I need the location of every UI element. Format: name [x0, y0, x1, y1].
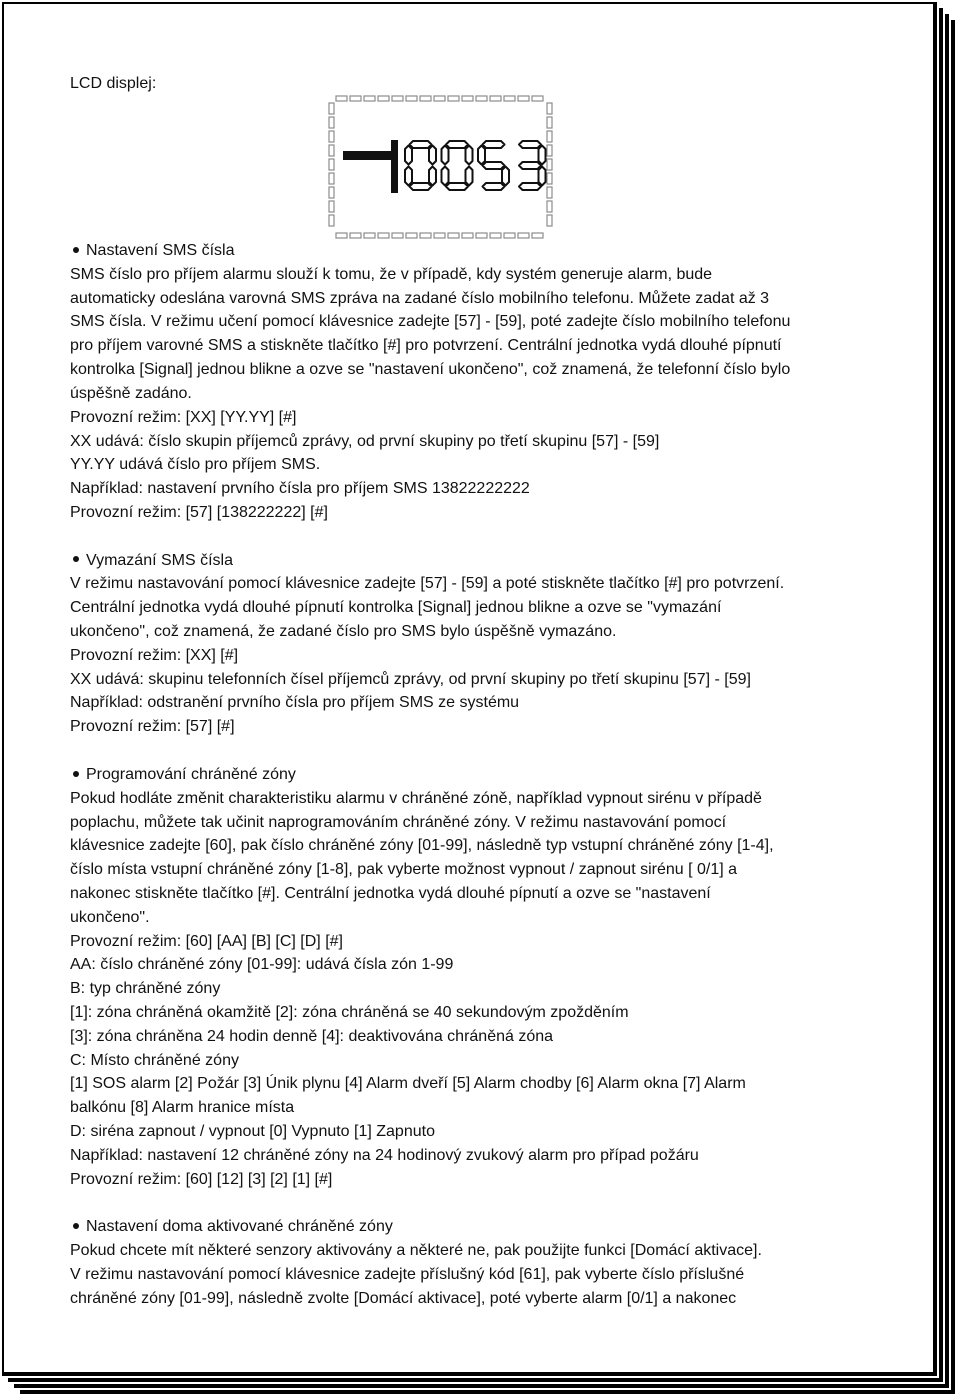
text-line: SMS číslo pro příjem alarmu slouží k tomu, že v případě, kdy systém generuje alarm, bude: [70, 265, 713, 283]
lcd-frame-dash: [547, 215, 552, 226]
lcd-frame-dash: [462, 96, 473, 101]
lcd-frame-dash: [378, 233, 389, 238]
lcd-frame-dash: [336, 96, 347, 101]
lcd-frame-dash: [547, 145, 552, 156]
section-sms-setup: [70, 239, 790, 525]
bullet-icon: [73, 1223, 79, 1229]
lcd-frame-dash: [378, 96, 389, 101]
text-line: poplachu, můžete tak učinit naprogramováním chráněné zóny. V režimu nastavování pomocí: [70, 813, 727, 831]
lcd-frame-dash: [350, 233, 361, 238]
lcd-frame-dash: [329, 159, 334, 170]
section-heading: [70, 1215, 393, 1239]
text-line: Například: odstranění prvního čísla pro příjem SMS ze systému: [70, 694, 520, 712]
text-line: nakonec stiskněte tlačítko [#]. Centrální jednotka vydá dlouhé pípnutí a ozve se "nastavení: [70, 884, 711, 902]
text-line: Provozní režim: [60] [AA] [B] [C] [D] [#]: [70, 932, 343, 950]
lcd-digit-segment: [405, 167, 412, 186]
lcd-frame-dash: [434, 233, 445, 238]
lcd-frame-dash: [329, 201, 334, 212]
text-line: AA: číslo chráněné zóny [01-99]: udává čísla zón 1-99: [70, 956, 454, 974]
text-line: V režimu nastavování pomocí klávesnice zadejte příslušný kód [61], pak vyberte číslo příslušné: [70, 1265, 745, 1283]
lcd-digit-segment: [442, 146, 449, 165]
text-line: Provozní režim: [XX] [YY.YY] [#]: [70, 408, 297, 426]
text-line: balkónu [8] Alarm hranice místa: [70, 1099, 295, 1117]
lcd-frame-dash: [547, 117, 552, 128]
lcd-digit-segment: [405, 146, 412, 165]
lcd-digit: [442, 141, 473, 190]
bullet-icon: [73, 771, 79, 777]
lcd-frame-dash: [476, 96, 487, 101]
section-title: Nastavení SMS čísla: [86, 242, 235, 259]
lcd-frame-dash: [448, 233, 459, 238]
text-line: Provozní režim: [60] [12] [3] [2] [1] [#]: [70, 1170, 333, 1188]
lcd-frame-dash: [547, 187, 552, 198]
text-line: Pokud hodláte změnit charakteristiku alarmu v chráněné zóně, například vypnout sirénu v případě: [70, 789, 762, 807]
lcd-frame-dash: [329, 145, 334, 156]
lcd-frame-dash: [364, 233, 375, 238]
lcd-frame-dash: [392, 233, 403, 238]
text-line: C: Místo chráněné zóny: [70, 1051, 239, 1069]
text-line: ukončeno", což znamená, že zadané číslo pro SMS bylo úspěšně vymazáno.: [70, 623, 617, 640]
lcd-frame-dash: [329, 173, 334, 184]
text-line: úspěšně zadáno.: [70, 384, 192, 402]
lcd-frame-dash: [420, 233, 431, 238]
text-line: YY.YY udává číslo pro příjem SMS.: [70, 456, 321, 474]
lcd-digit-segment: [519, 162, 541, 169]
lcd-digit-segment: [483, 141, 505, 148]
lcd-frame-dash: [547, 173, 552, 184]
lcd-digit-segment: [519, 183, 541, 190]
lcd-digit: [478, 141, 509, 190]
lcd-frame-dash: [329, 187, 334, 198]
lcd-frame-dash: [392, 96, 403, 101]
lcd-digit-segment: [410, 141, 432, 148]
text-line: pro příjem varovné SMS a stiskněte tlačítko [#] pro potvrzení. Centrální jednotka vydá dlouhé pípnutí: [70, 337, 782, 355]
lcd-frame-dash: [364, 96, 375, 101]
text-line: kontrolka [Signal] jednou blikne a ozve se "nastavení ukončeno", což znamená, že telefonní číslo bylo: [70, 361, 791, 379]
text-line: B: typ chráněné zóny: [70, 980, 221, 998]
lcd-frame-dash: [532, 96, 543, 101]
text-line: klávesnice zadejte [60], pak číslo chráněné zóny [01-99], následně typ vstupní chráněné zóny [1-4],: [70, 837, 774, 855]
text-line: SMS čísla. V režimu učení pomocí klávesnice zadejte [57] - [59], poté zadejte číslo mobilního telefonu: [70, 313, 791, 331]
lcd-frame-dash: [350, 96, 361, 101]
section-home-activation: [70, 1215, 790, 1310]
lcd-digit-segment: [502, 167, 509, 186]
lcd-frame: [329, 96, 552, 238]
lcd-digit-segment: [429, 146, 436, 165]
lcd-frame-dash: [547, 131, 552, 142]
lcd-digit: [519, 141, 546, 190]
lcd-heading: LCD displej:: [70, 75, 157, 92]
text-line: V režimu nastavování pomocí klávesnice zadejte [57] - [59] a poté stiskněte tlačítko [#] pro potvrzení.: [70, 575, 785, 593]
section-title: Programování chráněné zóny: [86, 765, 296, 783]
lcd-frame-dash: [490, 96, 501, 101]
lcd-divider-bar: [391, 140, 398, 193]
text-line: automaticky odeslána varovná SMS zpráva na zadané číslo mobilního telefonu. Můžete zadat až 3: [70, 289, 770, 307]
text-line: chráněné zóny [01-99], následně zvolte [Domácí aktivace], poté vyberte alarm [0/1] a nakonec: [70, 1289, 737, 1307]
lcd-frame-dash: [504, 233, 515, 238]
lcd-frame-dash: [490, 233, 501, 238]
lcd-digit-segment: [446, 183, 468, 190]
lcd-digit: [405, 141, 436, 190]
lcd-digit-segment: [429, 167, 436, 186]
lcd-digits: [405, 141, 546, 190]
text-line: Provozní režim: [57] [#]: [70, 718, 235, 736]
lcd-digit-segment: [519, 141, 541, 148]
text-line: Provozní režim: [57] [138222222] [#]: [70, 503, 328, 521]
bullet-icon: [73, 247, 79, 253]
text-line: [1] SOS alarm [2] Požár [3] Únik plynu [4] Alarm dveří [5] Alarm chodby [6] Alarm okna [7] Alarm: [70, 1075, 746, 1093]
lcd-digit-segment: [442, 167, 449, 186]
document-body: [70, 239, 790, 1311]
lcd-frame-dash: [462, 233, 473, 238]
lcd-digit-segment: [539, 146, 546, 165]
lcd-digit-segment: [483, 162, 505, 169]
lcd-frame-dash: [547, 201, 552, 212]
lcd-digit-segment: [478, 146, 485, 165]
text-line: [1]: zóna chráněná okamžitě [2]: zóna chráněná se 40 sekundovým zpožděním: [70, 1004, 629, 1021]
bullet-icon: [73, 556, 79, 562]
lcd-frame-dash: [406, 233, 417, 238]
lcd-frame-dash: [406, 96, 417, 101]
lcd-frame-dash: [420, 96, 431, 101]
section-zone-programming: [70, 763, 790, 1192]
text-line: Například: nastavení 12 chráněné zóny na 24 hodinový zvukový alarm pro případ požáru: [70, 1146, 699, 1164]
text-line: [3]: zóna chráněna 24 hodin denně [4]: deaktivována chráněná zóna: [70, 1027, 554, 1045]
text-line: XX udává: číslo skupin příjemců zprávy, od první skupiny po třetí skupinu [57] - [59]: [70, 432, 660, 450]
lcd-frame-dash: [476, 233, 487, 238]
text-line: Pokud chcete mít některé senzory aktivovány a některé ne, pak použijte funkci [Domácí aktivace].: [70, 1242, 762, 1260]
lcd-frame-dash: [518, 96, 529, 101]
lcd-frame-dash: [518, 233, 529, 238]
text-line: D: siréna zapnout / vypnout [0] Vypnuto [1] Zapnuto: [70, 1123, 435, 1141]
lcd-frame-dash: [547, 103, 552, 114]
lcd-digit-segment: [466, 167, 473, 186]
lcd-frame-dash: [329, 103, 334, 114]
text-line: Provozní režim: [XX] [#]: [70, 646, 239, 664]
lcd-digit-segment: [410, 183, 432, 190]
lcd-frame-dash: [547, 159, 552, 170]
lcd-minus-bar: [343, 151, 393, 160]
lcd-frame-dash: [448, 96, 459, 101]
text-line: Například: nastavení prvního čísla pro příjem SMS 13822222222: [70, 480, 530, 498]
lcd-frame-dash: [329, 131, 334, 142]
lcd-frame-dash: [336, 233, 347, 238]
lcd-digit-segment: [466, 146, 473, 165]
text-line: ukončeno".: [70, 908, 150, 926]
lcd-digit-segment: [446, 141, 468, 148]
text-line: XX udává: skupinu telefonních čísel příjemců zprávy, od první skupiny po třetí skupinu [57] - [59]: [70, 670, 751, 688]
lcd-digit-segment: [483, 183, 505, 190]
section-heading: [70, 763, 296, 787]
section-title: Vymazání SMS čísla: [86, 551, 234, 569]
lcd-frame-dash: [434, 96, 445, 101]
lcd-frame-dash: [329, 117, 334, 128]
lcd-frame-dash: [532, 233, 543, 238]
text-line: číslo místa vstupní chráněné zóny [1-8], pak vyberte možnost vypnout / zapnout sirénu [ 0/1] a: [70, 861, 738, 879]
section-heading: [70, 549, 233, 573]
section-sms-delete: [70, 549, 790, 740]
text-line: Centrální jednotka vydá dlouhé pípnutí kontrolka [Signal] jednou blikne a ozve se "vymazání: [70, 599, 722, 617]
section-heading: [70, 239, 235, 263]
section-title: Nastavení doma aktivované chráněné zóny: [86, 1218, 393, 1236]
lcd-frame-dash: [329, 215, 334, 226]
lcd-display: [326, 92, 556, 242]
lcd-digit-segment: [539, 167, 546, 186]
lcd-frame-dash: [504, 96, 515, 101]
